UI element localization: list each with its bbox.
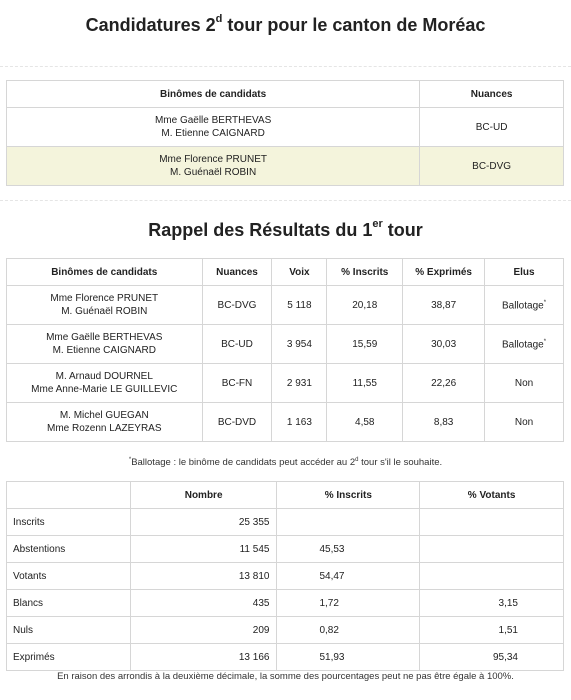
header-nuances: Nuances (202, 259, 272, 286)
votants-cell: 95,34 (420, 644, 564, 671)
ballotage-footnote (0, 457, 571, 468)
candidate-1: Mme Gaëlle BERTHEVAS (154, 115, 272, 126)
exprimes-cell: 22,26 (403, 364, 485, 403)
exprimes-cell: 30,03 (403, 325, 485, 364)
candidates-cell (7, 364, 203, 403)
table-row (7, 590, 564, 617)
row-label: Votants (7, 563, 131, 590)
candidate-2: M. Guénaël ROBIN (61, 306, 148, 317)
title-text-post: tour pour le canton de Moréac (222, 15, 486, 35)
exprimes-cell: 38,87 (403, 286, 485, 325)
divider (0, 66, 571, 67)
row-label: Inscrits (7, 509, 131, 536)
table-row (7, 536, 564, 563)
elus-footnote-mark: * (543, 339, 547, 346)
voix-cell: 2 931 (272, 364, 327, 403)
table-row (7, 325, 564, 364)
candidate-2: Mme Anne-Marie LE GUILLEVIC (31, 384, 178, 395)
second-round-candidates-table (6, 80, 564, 186)
inscrits-cell: 54,47 (277, 563, 420, 590)
title-sup: d (215, 13, 223, 25)
candidate-2: M. Etienne CAIGNARD (52, 345, 156, 356)
votants-cell: 1,51 (420, 617, 564, 644)
nombre-cell: 13 810 (130, 563, 277, 590)
header-binomes: Binômes de candidats (7, 81, 420, 108)
header-empty (7, 482, 131, 509)
candidate-1: M. Arnaud DOURNEL (55, 371, 153, 382)
section-title (0, 220, 571, 241)
candidate-1: M. Michel GUEGAN (59, 410, 149, 421)
header-inscrits: % Inscrits (277, 482, 420, 509)
elus-cell (485, 325, 564, 364)
table-header-row (7, 259, 564, 286)
candidate-1: Mme Florence PRUNET (50, 293, 159, 304)
inscrits-cell: 45,53 (277, 536, 420, 563)
nuance-cell: BC-UD (420, 108, 564, 147)
nuance-cell: BC-DVD (202, 403, 272, 442)
table-header-row (7, 482, 564, 509)
page-title (0, 15, 571, 36)
votants-cell: 3,15 (420, 590, 564, 617)
nuance-cell: BC-DVG (420, 147, 564, 186)
participation-stats-table (6, 481, 564, 671)
elus-value: Ballotage (502, 339, 544, 351)
candidate-2: M. Guénaël ROBIN (170, 167, 257, 178)
table-row (7, 286, 564, 325)
header-nombre: Nombre (130, 482, 277, 509)
inscrits-cell: 1,72 (277, 590, 420, 617)
first-round-results-table (6, 258, 564, 442)
inscrits-cell: 4,58 (327, 403, 403, 442)
row-label: Blancs (7, 590, 131, 617)
nuance-cell: BC-UD (202, 325, 272, 364)
header-elus: Elus (485, 259, 564, 286)
voix-cell: 5 118 (272, 286, 327, 325)
title-text: Candidatures 2 (85, 15, 216, 35)
candidates-cell (7, 403, 203, 442)
table-row (7, 509, 564, 536)
elus-value: Non (514, 377, 534, 389)
candidate-2: Mme Rozenn LAZEYRAS (47, 423, 162, 434)
inscrits-cell: 51,93 (277, 644, 420, 671)
voix-cell: 1 163 (272, 403, 327, 442)
footnote-text-post: tour s'il le souhaite. (358, 457, 443, 469)
footnote-sup: d (355, 457, 359, 463)
inscrits-cell: 20,18 (327, 286, 403, 325)
table-row (7, 563, 564, 590)
header-votants: % Votants (420, 482, 564, 509)
candidates-cell (7, 147, 420, 186)
footnote-text: Ballotage : le binôme de candidats peut accéder au 2 (131, 457, 356, 469)
inscrits-cell: 11,55 (327, 364, 403, 403)
candidates-cell (7, 108, 420, 147)
candidate-1: Mme Gaëlle BERTHEVAS (46, 332, 163, 343)
elus-cell (485, 286, 564, 325)
header-exprimes: % Exprimés (403, 259, 485, 286)
table-row (7, 364, 564, 403)
elus-value: Ballotage (502, 300, 544, 312)
table-row (7, 617, 564, 644)
row-label: Nuls (7, 617, 131, 644)
header-inscrits: % Inscrits (327, 259, 403, 286)
table-row (7, 644, 564, 671)
header-binomes: Binômes de candidats (7, 259, 203, 286)
nombre-cell: 25 355 (130, 509, 277, 536)
title-text: Rappel des Résultats du 1 (148, 220, 373, 240)
exprimes-cell: 8,83 (403, 403, 485, 442)
voix-cell: 3 954 (272, 325, 327, 364)
candidate-1: Mme Florence PRUNET (159, 154, 268, 165)
inscrits-cell: 15,59 (327, 325, 403, 364)
votants-cell (420, 563, 564, 590)
header-nuances: Nuances (420, 81, 564, 108)
inscrits-cell (277, 509, 420, 536)
votants-cell (420, 509, 564, 536)
title-text-post: tour (382, 220, 423, 240)
header-voix: Voix (272, 259, 327, 286)
elus-value: Non (514, 416, 534, 428)
row-label: Exprimés (7, 644, 131, 671)
candidate-2: M. Etienne CAIGNARD (161, 128, 265, 139)
divider (0, 200, 571, 201)
nuance-cell: BC-FN (202, 364, 272, 403)
inscrits-cell: 0,82 (277, 617, 420, 644)
nombre-cell: 435 (130, 590, 277, 617)
elus-footnote-mark: * (543, 300, 547, 307)
votants-cell (420, 536, 564, 563)
table-row-highlighted (7, 147, 564, 186)
elus-cell (485, 364, 564, 403)
candidates-cell (7, 286, 203, 325)
rounding-footnote: En raison des arrondis à la deuxième décimale, la somme des pourcentages peut ne pas être égale à 100%. (57, 671, 514, 682)
candidates-cell (7, 325, 203, 364)
nuance-cell: BC-DVG (202, 286, 272, 325)
table-row (7, 108, 564, 147)
row-label: Abstentions (7, 536, 131, 563)
table-header-row (7, 81, 564, 108)
title-sup: er (372, 218, 383, 230)
footnote-mark: * (128, 457, 132, 463)
nombre-cell: 13 166 (130, 644, 277, 671)
nombre-cell: 209 (130, 617, 277, 644)
elus-cell (485, 403, 564, 442)
table-row (7, 403, 564, 442)
nombre-cell: 11 545 (130, 536, 277, 563)
